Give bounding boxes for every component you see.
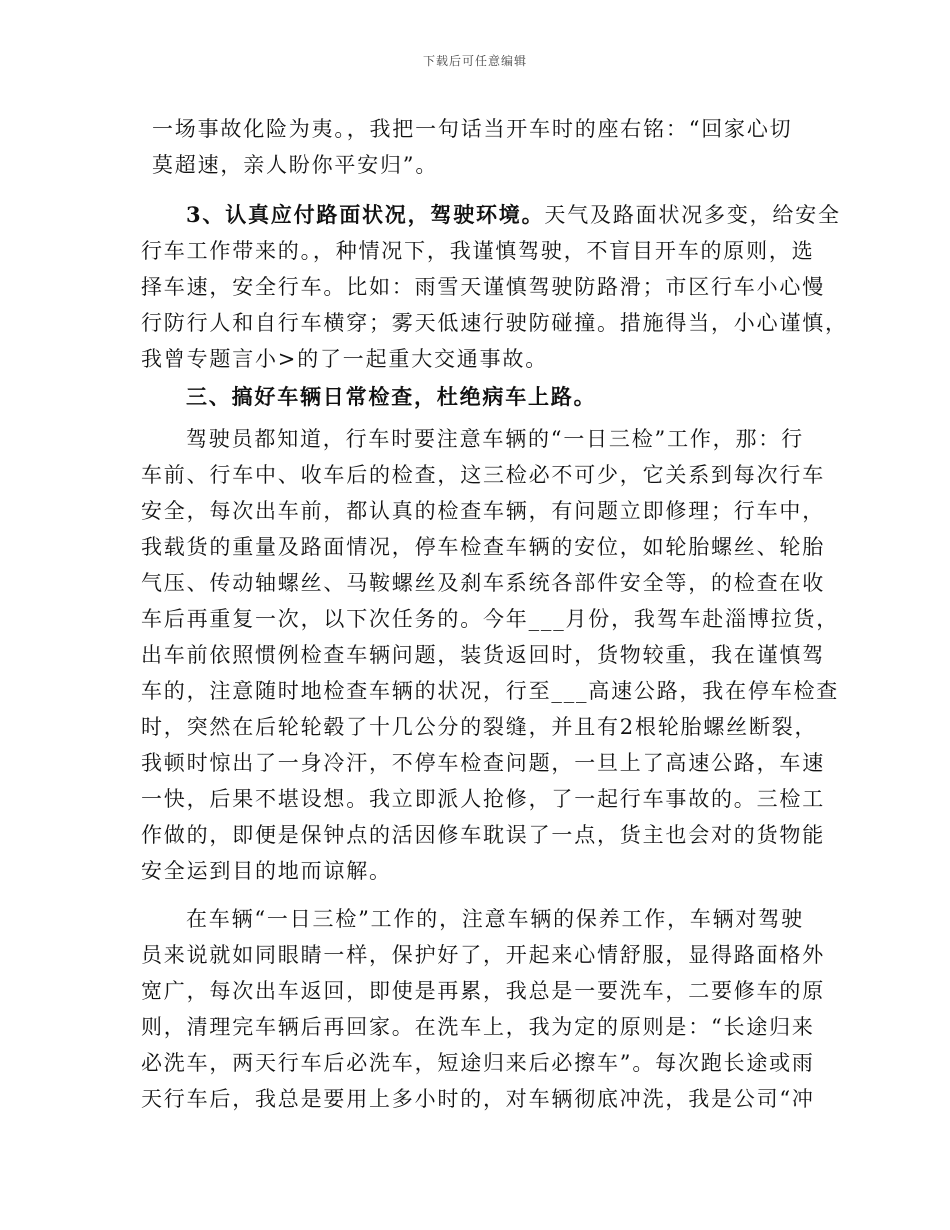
body-line: 时，突然在后轮轮毂了十几公分的裂缝，并且有2根轮胎螺丝断裂， xyxy=(141,715,818,739)
body-line: 择车速，安全行车。比如：雨雪天谨慎驾驶防路滑；市区行车小心慢 xyxy=(141,275,825,299)
body-line: 我载货的重量及路面情况，停车检查车辆的安位，如轮胎螺丝、轮胎 xyxy=(141,535,825,559)
body-line: 车后再重复一次，以下次任务的。今年___月份，我驾车赴淄博拉货， xyxy=(141,607,840,631)
section-3-heading: 3、认真应付路面状况，驾驶环境。 xyxy=(186,202,545,227)
page-header: 下载后可任意编辑 xyxy=(422,54,527,68)
body-line: 一场事故化险为夷。，我把一句话当开车时的座右铭：“回家心切 xyxy=(152,117,793,141)
body-line: 我顿时惊出了一身冷汗，不停车检查问题，一旦上了高速公路，车速 xyxy=(141,751,825,775)
body-line: 必洗车，两天行车后必洗车，短途归来后必擦车”。每次跑长途或雨 xyxy=(141,1051,815,1075)
body-line: 在车辆“一日三检”工作的，注意车辆的保养工作，车辆对驾驶 xyxy=(186,907,804,931)
body-line: 安全，每次出车前，都认真的检查车辆，有问题立即修理；行车中， xyxy=(141,499,825,523)
body-line: 则，清理完车辆后再回家。在洗车上，我为定的原则是：“长途归来 xyxy=(141,1015,815,1039)
body-line: 莫超速，亲人盼你平安归”。 xyxy=(152,153,439,177)
section-heading: 三、搞好车辆日常检查，杜绝病车上路。 xyxy=(186,384,597,409)
section-3-first-line xyxy=(186,201,841,229)
body-line: 宽广，每次出车返回，即使是再累，我总是一要洗车，二要修车的原 xyxy=(141,979,825,1003)
body-line: 作做的，即便是保钟点的活因修车耽误了一点，货主也会对的货物能 xyxy=(141,823,825,847)
body-line: 安全运到目的地而谅解。 xyxy=(141,859,392,883)
body-line: 员来说就如同眼睛一样，保护好了，开起来心情舒服，显得路面格外 xyxy=(141,943,825,967)
body-text: 天气及路面状况多变，给安全 xyxy=(544,203,841,227)
body-line: 我曾专题言小>的了一起重大交通事故。 xyxy=(141,347,548,371)
body-line: 车前、行车中、收车后的检查，这三检必不可少，它关系到每次行车 xyxy=(141,463,825,487)
body-line: 行防行人和自行车横穿；雾天低速行驶防碰撞。措施得当，小心谨慎， xyxy=(141,311,848,335)
body-line: 一快，后果不堪设想。我立即派人抢修，了一起行车事故的。三检工 xyxy=(141,787,825,811)
body-line: 行车工作带来的。，种情况下，我谨慎驾驶，不盲目开车的原则，选 xyxy=(141,239,815,263)
body-line: 车的，注意随时地检查车辆的状况，行至___高速公路，我在停车检查 xyxy=(141,679,840,703)
body-line: 出车前依照惯例检查车辆问题，装货返回时，货物较重，我在谨慎驾 xyxy=(141,643,825,667)
body-line: 驾驶员都知道，行车时要注意车辆的“一日三检”工作，那：行 xyxy=(186,427,804,451)
body-line: 气压、传动轴螺丝、马鞍螺丝及刹车系统各部件安全等，的检查在收 xyxy=(141,571,825,595)
body-line: 天行车后，我总是要用上多小时的，对车辆彻底冲洗，我是公司“冲 xyxy=(141,1087,815,1111)
